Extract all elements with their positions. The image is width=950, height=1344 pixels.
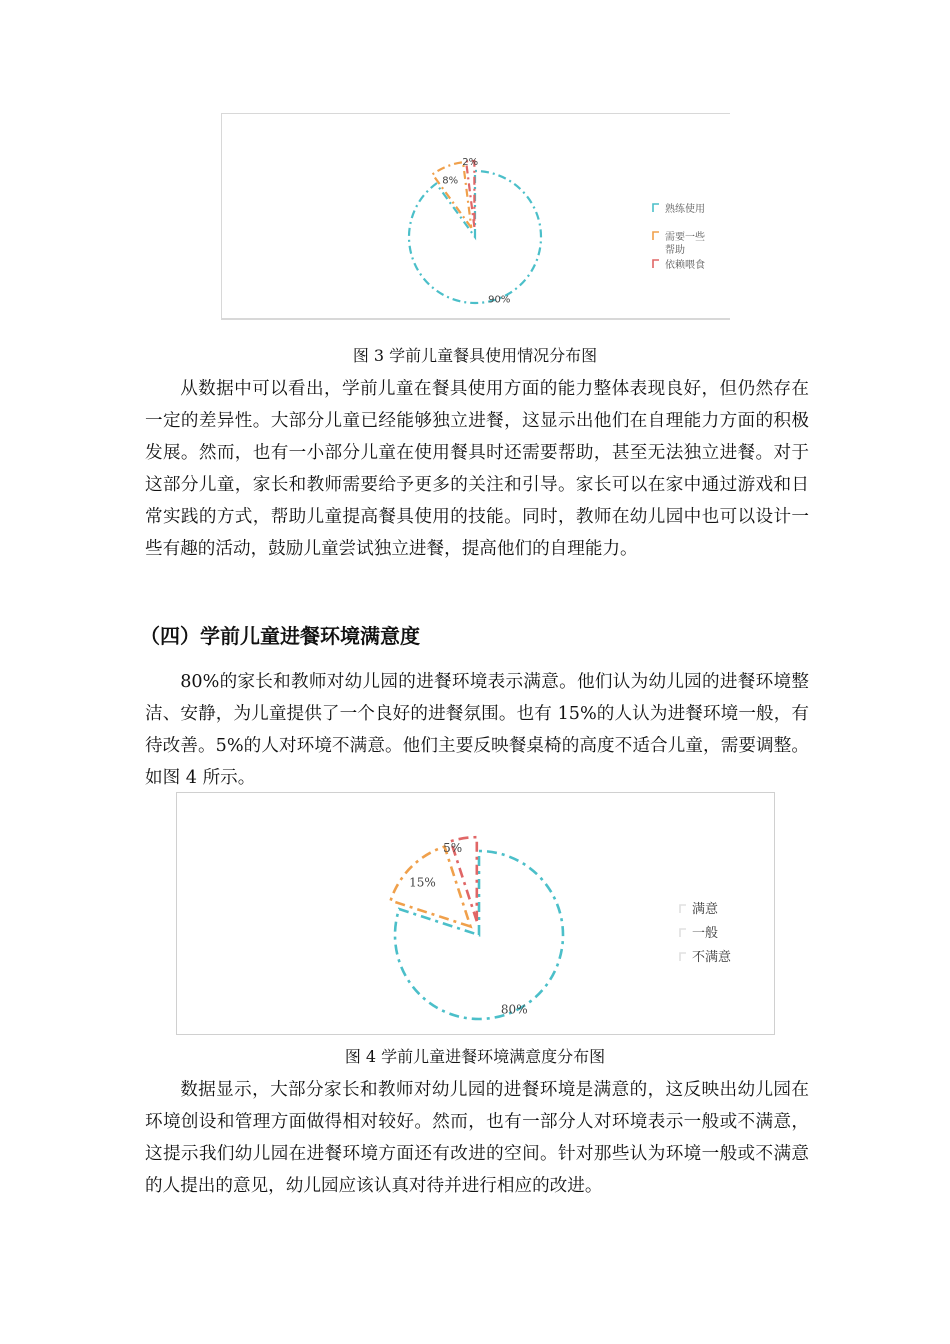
legend-label-1: 需要一些帮助 (665, 232, 705, 256)
legend-label-0: 满意 (692, 902, 719, 917)
data-label-2: 5% (443, 841, 463, 856)
legend-label-2: 依赖喂食 (665, 260, 705, 271)
figure-4-chart (176, 792, 775, 1035)
legend-label-1: 一般 (692, 926, 719, 941)
data-label-0: 90% (488, 294, 511, 306)
data-label-2: 2% (462, 157, 479, 169)
paragraph-3: 数据显示，大部分家长和教师对幼儿园的进餐环境是满意的，这反映出幼儿园在环境创设和管理方面做得相对较好。然而，也有一部分人对环境表示一般或不满意，这提示我们幼儿园在进餐环境方面还有改进的空间。针对那些认为环境一般或不满意的人提出的意见，幼儿园应该认真对待并进行相应的改进。 (145, 1080, 809, 1196)
data-label-0: 80% (500, 1002, 528, 1017)
figure-3-caption: 图 3 学前儿童餐具使用情况分布图 (352, 346, 598, 365)
data-label-1: 15% (409, 875, 436, 890)
figure-3-chart (221, 113, 730, 320)
pie-slice-1 (433, 162, 472, 227)
legend-marker-1 (653, 232, 659, 240)
paragraph-1: 从数据中可以看出，学前儿童在餐具使用方面的能力整体表现良好，但仍然存在一定的差异性。大部分儿童已经能够独立进餐，这显示出他们在自理能力方面的积极发展。然而，也有一小部分儿童在使用餐具时还需要帮助，甚至无法独立进餐。对于这部分儿童，家长和教师需要给予更多的关注和引导。家长可以在家中通过游戏和日常实践的方式，帮助儿童提高餐具使用的技能。同时，教师在幼儿园中也可以设计一些有趣的活动，鼓励儿童尝试独立进餐，提高他们的自理能力。 (145, 379, 809, 559)
figure-4-caption: 图 4 学前儿童进餐环境满意度分布图 (344, 1047, 606, 1066)
data-label-1: 8% (442, 175, 459, 187)
paragraph-2: 80%的家长和教师对幼儿园的进餐环境表示满意。他们认为幼儿园的进餐环境整洁、安静，为儿童提供了一个良好的进餐氛围。也有 15%的人认为进餐环境一般，有待改善。5%的人对环境不满意。他们主要反映餐桌椅的高度不适合儿童，需要调整。如图 4 所示。 (145, 672, 809, 788)
legend-label-2: 不满意 (692, 950, 732, 965)
legend-label-0: 熟练使用 (665, 204, 705, 215)
figure-3-pie-svg (222, 114, 730, 318)
legend-marker-0 (680, 905, 686, 913)
legend-marker-2 (680, 953, 686, 961)
section-heading: （四）学前儿童进餐环境满意度 (140, 624, 420, 648)
legend-marker-1 (680, 929, 686, 937)
figure-4-pie-svg (177, 793, 774, 1034)
pie-slice-0 (409, 171, 541, 303)
legend-marker-2 (653, 260, 659, 268)
legend-marker-0 (653, 204, 659, 212)
